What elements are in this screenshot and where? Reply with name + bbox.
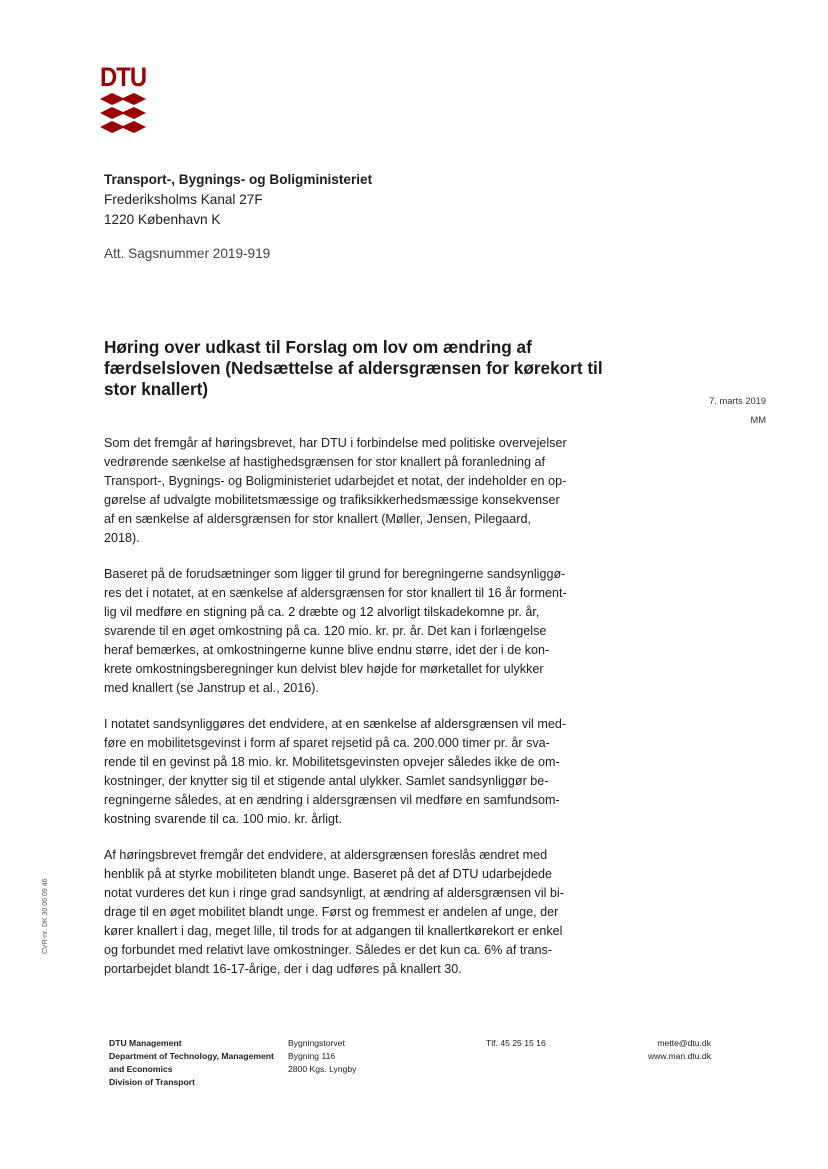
case-number: Att. Sagsnummer 2019-919 [104,246,271,261]
text-line: heraf bemærkes, at omkostningerne kunne blive endnu større, idet der i de kon- [104,643,550,657]
footer-address [288,1037,356,1076]
logo-text: DTU [100,62,147,92]
paragraph-3 [104,715,610,829]
text-line: portarbejdet blandt 16-17-årige, der i dag udføres på knallert 30. [104,962,462,976]
letter-body [104,434,610,996]
text-line: gørelse af udvalgte mobilitetsmæssige og trafiksikkerhedsmæssige konsekvenser [104,493,560,507]
footer-org-line: Division of Transport [109,1077,195,1087]
text-line: regningerne således, at en ændring i aldersgrænsen vil medføre en samfundsom- [104,793,560,807]
recipient-street: Frederiksholms Kanal 27F [104,192,263,207]
footer-phone-number: Tlf. 45 25 15 16 [486,1038,546,1048]
text-line: føre en mobilitetsgevinst i form af sparet rejsetid på ca. 200.000 timer pr. år sva- [104,736,550,750]
footer-email-link[interactable]: mette@dtu.dk [657,1038,711,1048]
footer-phone [486,1037,546,1050]
text-line: henblik på at styrke mobiliteten blandt unge. Baseret på det af DTU udarbejdede [104,867,553,881]
text-line: kostning svarende til ca. 100 mio. kr. årligt. [104,812,342,826]
text-line: vedrørende sænkelse af hastighedsgrænsen for stor knallert på foranledning af [104,455,546,469]
recipient-address [104,170,372,230]
text-line: res det i notatet, at en sænkelse af aldersgrænsen for stor knallert til 16 år forment- [104,586,567,600]
text-line: svarende til en øget omkostning på ca. 120 mio. kr. pr. år. Det kan i forlængelse [104,624,547,638]
footer-org-line: Department of Technology, Management [109,1051,274,1061]
footer-organization [109,1037,274,1089]
text-line: kører knallert i dag, meget lille, til trods for at adgangen til knallertkørekort er enkel [104,924,563,938]
footer-org-line: and Economics [109,1064,173,1074]
text-line: Baseret på de forudsætninger som ligger til grund for beregningerne sandsynliggø- [104,567,566,581]
text-line: krete omkostningsberegninger kun delvist blev højde for mørketallet for ulykker [104,662,544,676]
paragraph-1 [104,434,610,548]
text-line: og forbundet med relativt lave omkostninger. Således er det kun ca. 6% af trans- [104,943,553,957]
text-line: med knallert (se Janstrup et al., 2016). [104,681,319,695]
sidebar-meta [700,392,766,430]
letter-date: 7. marts 2019 [709,396,766,406]
text-line: rende til en gevinst på 18 mio. kr. Mobilitetsgevinsten opvejer således ikke de om- [104,755,560,769]
cvr-number: CVR-nr. DK 30 06 09 46 [42,878,49,954]
text-line: Af høringsbrevet fremgår det endvidere, at aldersgrænsen foreslås ændret med [104,848,548,862]
recipient-city: 1220 København K [104,212,221,227]
footer-contact [611,1037,711,1063]
footer-org-name: DTU Management [109,1038,182,1048]
text-line: lig vil medføre en stigning på ca. 2 dræbte og 12 alvorligt tilskadekomne pr. år, [104,605,540,619]
paragraph-2 [104,565,610,698]
text-line: af en sænkelse af aldersgrænsen for stor knallert (Møller, Jensen, Pilegaard, [104,512,531,526]
dtu-logo-mark-icon [100,93,146,135]
paragraph-4 [104,846,610,979]
dtu-logo [100,63,152,135]
text-line: kostninger, der knytter sig til et stigende antal ulykker. Samlet sandsynliggør be- [104,774,549,788]
footer-address-line: Bygningstorvet [288,1038,345,1048]
footer-address-line: 2800 Kgs. Lyngby [288,1064,357,1074]
text-line: I notatet sandsynliggøres det endvidere, at en sænkelse af aldersgrænsen vil med- [104,717,567,731]
text-line: drage til en øget mobilitet blandt unge. Først og fremmest er andelen af unge, der [104,905,559,919]
text-line: Transport-, Bygnings- og Boligministeriet udarbejdet et notat, der indeholder en op- [104,474,567,488]
footer-website-link[interactable]: www.man.dtu.dk [647,1051,711,1061]
recipient-name: Transport-, Bygnings- og Boligministeriet [104,172,373,187]
text-line: 2018). [104,531,140,545]
text-line: Som det fremgår af høringsbrevet, har DTU i forbindelse med politiske overvejelser [104,436,567,450]
footer-address-line: Bygning 116 [288,1051,336,1061]
author-initials: MM [750,415,766,425]
text-line: notat vurderes det kun i ringe grad sandsynligt, at ændring af aldersgrænsen vil bi- [104,886,564,900]
letter-title: Høring over udkast til Forslag om lov om ændring af færdselsloven (Nedsættelse af aldersgrænsen for kørekort til stor knallert) [104,337,603,399]
